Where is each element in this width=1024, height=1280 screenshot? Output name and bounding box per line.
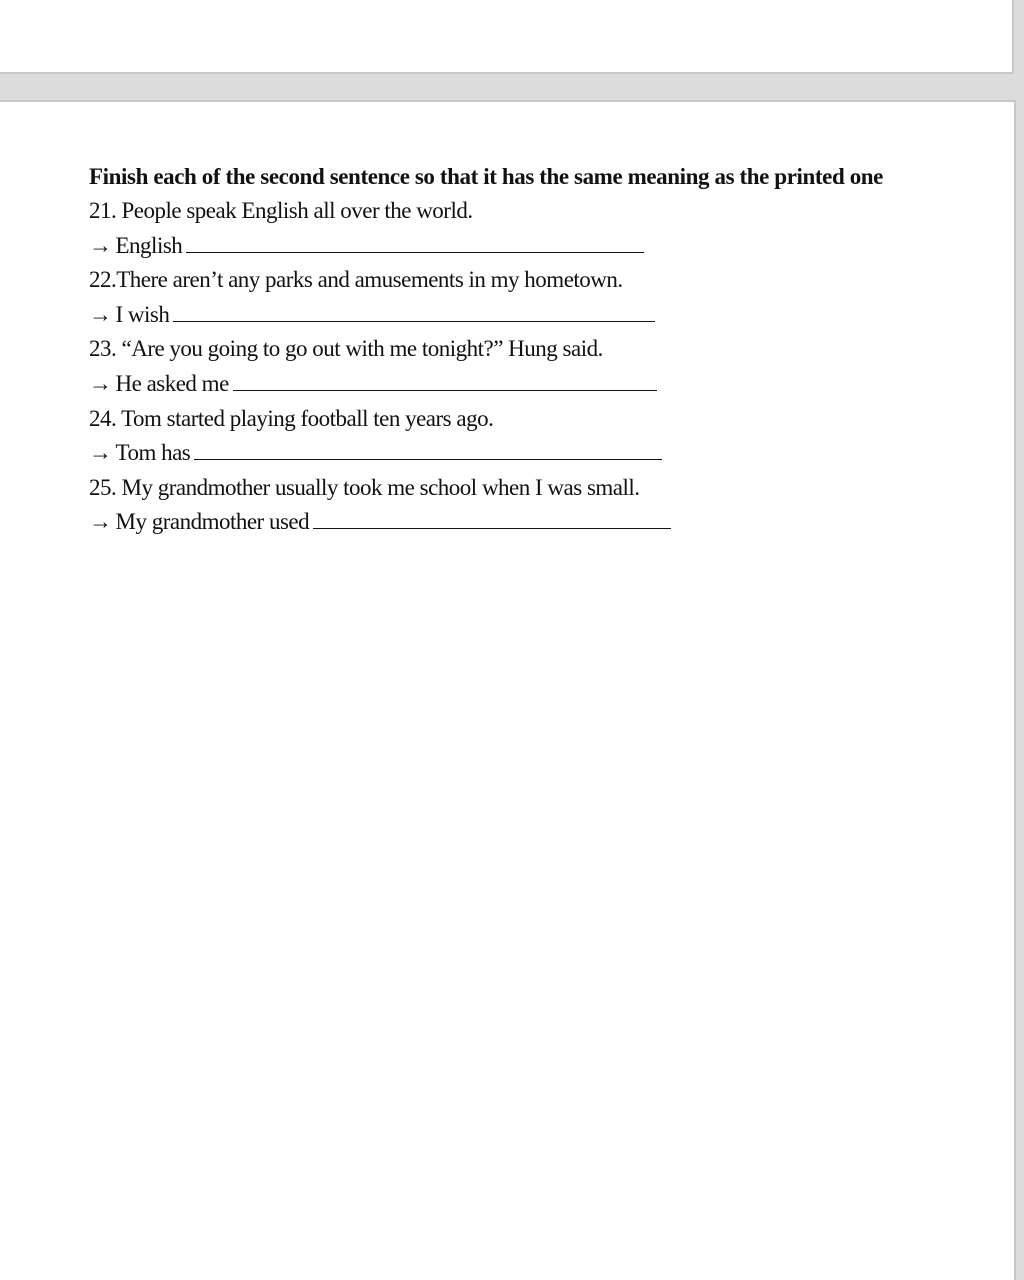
answer-line-23 — [89, 367, 919, 402]
arrow-icon: → — [89, 370, 112, 396]
arrow-icon: → — [89, 440, 112, 466]
question-24: 24. Tom started playing football ten years ago. — [89, 405, 494, 431]
answer-line-25 — [89, 505, 919, 540]
answer-prompt-23: He asked me — [115, 370, 229, 396]
answer-prompt-25: My grandmother used — [115, 509, 310, 535]
answer-line-24 — [89, 436, 919, 471]
answer-blank-25[interactable] — [313, 510, 671, 529]
question-25: 25. My grandmother usually took me school when I was small. — [89, 474, 640, 500]
arrow-icon: → — [89, 509, 112, 535]
answer-prompt-24: Tom has — [115, 440, 191, 466]
answer-blank-22[interactable] — [173, 303, 655, 322]
question-22: 22.There aren’t any parks and amusements in my hometown. — [89, 267, 623, 293]
question-21: 21. People speak English all over the world. — [89, 198, 473, 223]
instruction-heading: Finish each of the second sentence so that it has the same meaning as the printed one — [89, 164, 883, 189]
answer-blank-24[interactable] — [194, 441, 662, 460]
previous-page — [0, 0, 1014, 74]
answer-prompt-22: I wish — [115, 301, 170, 327]
exercise-block — [89, 160, 919, 540]
arrow-icon: → — [89, 232, 112, 258]
answer-prompt-21: English — [115, 232, 183, 258]
answer-blank-21[interactable] — [186, 234, 644, 253]
arrow-icon: → — [89, 301, 112, 327]
question-23: 23. “Are you going to go out with me tonight?” Hung said. — [89, 336, 603, 362]
answer-blank-23[interactable] — [233, 372, 657, 391]
answer-line-22 — [89, 298, 919, 333]
answer-line-21 — [89, 229, 919, 264]
document-page — [0, 100, 1016, 1280]
